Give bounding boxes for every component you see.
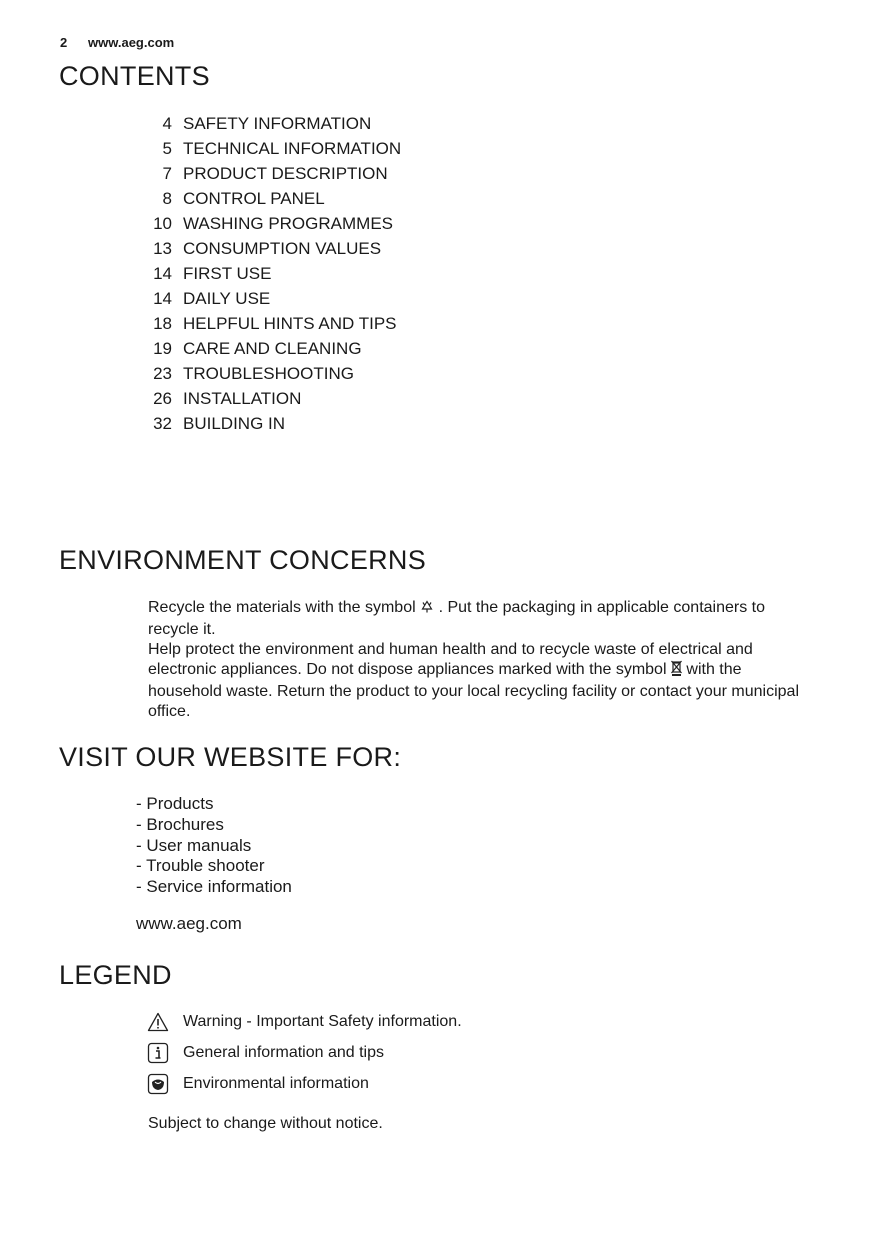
toc-label: TECHNICAL INFORMATION [183, 139, 402, 158]
table-of-contents [140, 111, 540, 436]
toc-label: FIRST USE [183, 264, 272, 283]
toc-entry[interactable] [140, 311, 540, 336]
toc-entry[interactable] [140, 236, 540, 261]
environment-icon [146, 1073, 170, 1095]
toc-page: 13 [153, 239, 172, 258]
toc-label: CARE AND CLEANING [183, 339, 362, 358]
toc-page: 7 [162, 164, 172, 183]
toc-entry[interactable] [140, 211, 540, 236]
legend-item-info: General information and tips [146, 1041, 384, 1065]
warning-icon [146, 1011, 170, 1033]
toc-entry[interactable] [140, 286, 540, 311]
toc-page: 19 [153, 339, 172, 358]
toc-entry[interactable] [140, 361, 540, 386]
contents-title: CONTENTS [59, 61, 210, 91]
toc-label: INSTALLATION [183, 389, 302, 408]
toc-entry[interactable] [140, 411, 540, 436]
toc-page: 5 [162, 139, 172, 158]
toc-entry[interactable] [140, 161, 540, 186]
toc-entry[interactable] [140, 136, 540, 161]
website-link[interactable]: www.aeg.com [136, 914, 242, 933]
toc-page: 23 [153, 364, 172, 383]
toc-page: 18 [153, 314, 172, 333]
toc-label: WASHING PROGRAMMES [183, 214, 393, 233]
legend-title: LEGEND [59, 960, 172, 990]
toc-page: 26 [153, 389, 172, 408]
visit-title: VISIT OUR WEBSITE FOR: [59, 742, 402, 772]
header-website: www.aeg.com [88, 35, 175, 50]
toc-label: PRODUCT DESCRIPTION [183, 164, 388, 183]
toc-label: TROUBLESHOOTING [183, 364, 354, 383]
toc-page: 4 [162, 114, 172, 133]
page-number: 2 [60, 35, 68, 50]
legend-item-environment: Environmental information [146, 1072, 369, 1096]
toc-page: 10 [153, 214, 172, 233]
toc-entry[interactable] [140, 186, 540, 211]
list-item: - Service information [136, 877, 292, 897]
environment-text [148, 598, 818, 722]
toc-label: HELPFUL HINTS AND TIPS [183, 314, 397, 333]
crossed-bin-icon [671, 660, 682, 682]
visit-list [136, 794, 292, 898]
toc-label: CONTROL PANEL [183, 189, 325, 208]
toc-page: 14 [153, 264, 172, 283]
toc-entry[interactable] [140, 336, 540, 361]
toc-label: BUILDING IN [183, 414, 286, 433]
legend-item-warning: Warning - Important Safety information. [146, 1010, 462, 1034]
list-item: - User manuals [136, 835, 252, 855]
list-item: - Products [136, 794, 214, 813]
footnote: Subject to change without notice. [148, 1115, 383, 1132]
info-icon [146, 1042, 170, 1064]
toc-label: SAFETY INFORMATION [183, 114, 372, 133]
toc-page: 32 [153, 414, 172, 433]
page-header [60, 35, 174, 55]
toc-entry[interactable] [140, 261, 540, 286]
list-item: - Trouble shooter [136, 856, 265, 876]
recycle-icon [420, 600, 434, 620]
toc-label: DAILY USE [183, 289, 271, 308]
toc-entry[interactable] [140, 111, 540, 136]
toc-page: 14 [153, 289, 172, 308]
environment-title: ENVIRONMENT CONCERNS [59, 545, 427, 575]
toc-label: CONSUMPTION VALUES [183, 239, 382, 258]
environment-paragraph-1: Recycle the materials with the symbol . Put the packaging in applicable containers to recycle it. [148, 599, 765, 638]
toc-page: 8 [162, 189, 172, 208]
list-item: - Brochures [136, 814, 224, 834]
environment-paragraph-2: Help protect the environment and human health and to recycle waste of electrical and electronic appliances. Do not dispose appliances marked with the symbol with the household waste. Return the product to your local recycling facility or contact your municipal office. [148, 641, 799, 720]
toc-entry[interactable] [140, 386, 540, 411]
